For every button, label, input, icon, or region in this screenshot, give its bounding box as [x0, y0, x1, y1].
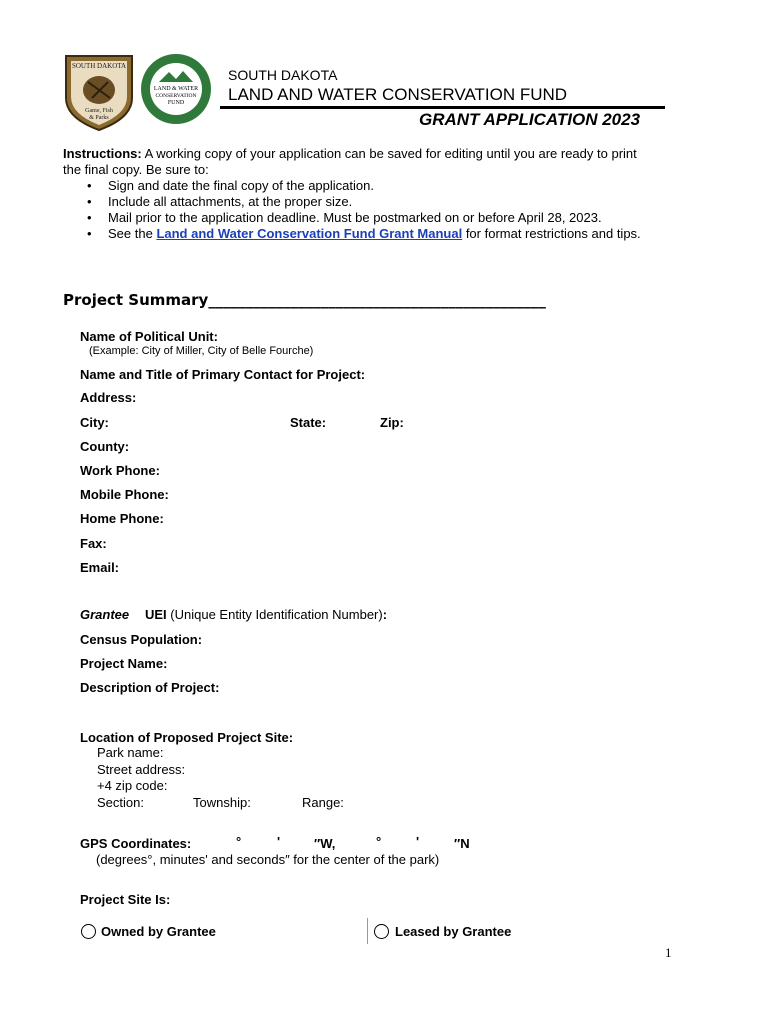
gfp-logo-line1: SOUTH DAKOTA: [71, 62, 127, 70]
township-label: Township:: [193, 795, 251, 810]
gps-sec-n: ″N: [454, 836, 470, 851]
project-name-label: Project Name:: [80, 656, 168, 671]
uei-label: UEI (Unique Entity Identification Number):: [145, 607, 388, 622]
gps-deg-w: °: [236, 834, 242, 849]
range-label: Range:: [302, 795, 344, 810]
header-rule: [220, 106, 665, 109]
work-phone-label: Work Phone:: [80, 463, 160, 478]
gfp-logo-line3: & Parks: [89, 115, 109, 121]
lwcf-logo-line2: CONSERVATION: [155, 93, 197, 99]
gps-min-n: ': [416, 834, 420, 849]
gps-sec-w: ″W,: [314, 836, 336, 851]
lwcf-logo-line1: LAND & WATER: [153, 86, 199, 92]
location-label: Location of Proposed Project Site:: [80, 730, 294, 745]
list-item: • Include all attachments, at the proper size.: [87, 194, 353, 209]
header-title: LAND AND WATER CONSERVATION FUND: [228, 85, 568, 104]
instructions-text: A working copy of your application can be saved for editing until you are ready to print the final copy. Be sure to:: [63, 146, 637, 177]
street-address-label: Street address:: [97, 762, 186, 777]
list-item: • Mail prior to the application deadline. Must be postmarked on or before April 28, 2023.: [87, 210, 602, 225]
section-label: Section:: [97, 795, 144, 810]
zip4-label: +4 zip code:: [97, 778, 168, 793]
lwcf-logo-line3: FUND: [167, 100, 185, 106]
section-title: Project Summary_____________________________________________: [63, 291, 546, 309]
census-label: Census Population:: [80, 632, 203, 647]
gfp-logo-line2: Game, Fish: [85, 108, 113, 114]
grant-manual-link[interactable]: Land and Water Conservation Fund Grant Manual: [156, 226, 463, 241]
column-divider: [367, 918, 368, 944]
primary-contact-label: Name and Title of Primary Contact for Project:: [80, 367, 366, 382]
list-item: • See the Land and Water Conservation Fund Grant Manual for format restrictions and tips.: [87, 226, 641, 241]
political-unit-label: Name of Political Unit:: [80, 329, 218, 344]
gps-note: (degrees°, minutes' and seconds″ for the center of the park): [96, 852, 440, 867]
site-is-label: Project Site Is:: [80, 892, 171, 907]
list-item: • Sign and date the final copy of the application.: [87, 178, 374, 193]
gps-label: GPS Coordinates:: [80, 836, 192, 851]
home-phone-label: Home Phone:: [80, 511, 164, 526]
leased-radio[interactable]: [374, 924, 389, 939]
gps-min-w: ': [277, 834, 281, 849]
city-label: City:: [80, 415, 109, 430]
gps-deg-n: °: [376, 834, 382, 849]
park-name-label: Park name:: [97, 745, 164, 760]
instructions: [63, 146, 653, 242]
description-label: Description of Project:: [80, 680, 220, 695]
gfp-logo: [62, 52, 136, 132]
instructions-label: Instructions:: [63, 146, 142, 161]
page-number: 1: [665, 945, 672, 960]
zip-label: Zip:: [380, 415, 404, 430]
mobile-phone-label: Mobile Phone:: [80, 487, 169, 502]
fax-label: Fax:: [80, 536, 107, 551]
grantee-label: Grantee: [80, 607, 130, 622]
owned-label: Owned by Grantee: [101, 924, 216, 939]
leased-label: Leased by Grantee: [395, 924, 512, 939]
header-subtitle: GRANT APPLICATION 2023: [419, 110, 641, 129]
address-label: Address:: [80, 390, 137, 405]
political-unit-example: (Example: City of Miller, City of Belle Fourche): [89, 345, 314, 357]
lwcf-logo: [139, 52, 213, 126]
owned-radio[interactable]: [81, 924, 96, 939]
county-label: County:: [80, 439, 130, 454]
instructions-list: [63, 178, 653, 242]
instructions-intro: [63, 146, 653, 178]
email-label: Email:: [80, 560, 120, 575]
header-state: SOUTH DAKOTA: [228, 67, 338, 83]
state-label: State:: [290, 415, 327, 430]
